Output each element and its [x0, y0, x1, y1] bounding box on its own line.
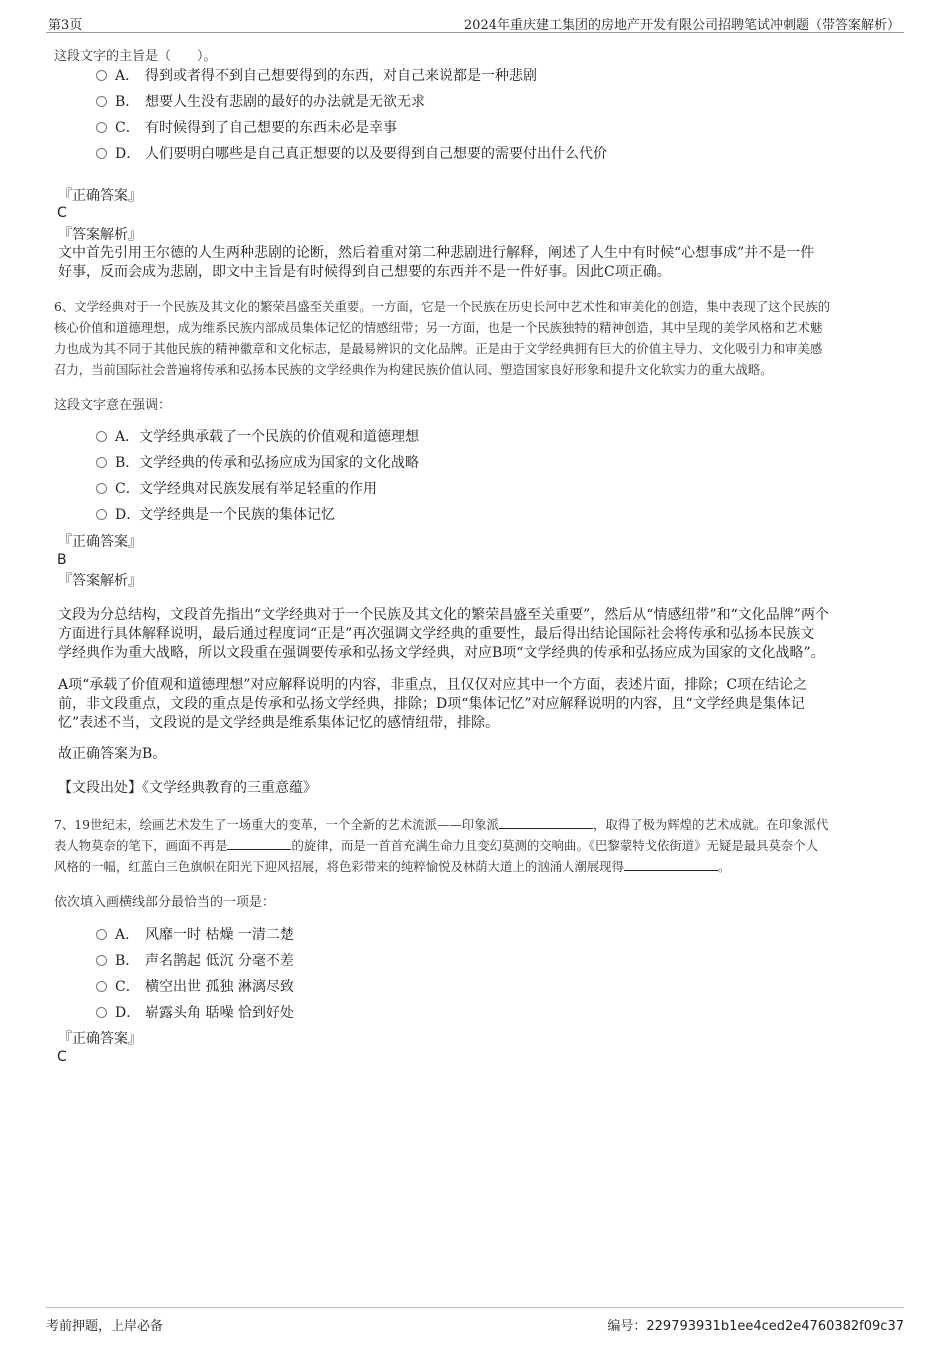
q5-answer: C — [57, 205, 67, 221]
radio-icon[interactable] — [96, 148, 107, 159]
q7-option-d[interactable]: D． 崭露头角 聒噪 恰到好处 — [96, 1003, 294, 1023]
radio-icon[interactable] — [96, 483, 107, 494]
q6-option-a[interactable]: A．文学经典承载了一个民族的价值观和道德理想 — [96, 427, 419, 447]
q5-answer-label: 『正确答案』 — [58, 188, 142, 204]
radio-icon[interactable] — [96, 122, 107, 133]
page-header — [46, 12, 904, 33]
q7-passage: 7、19世纪末，绘画艺术发生了一场重大的变革，一个全新的艺术流派——印象派 ，取得了极为辉煌的艺术成就。在印象派代 表人物莫奈的笔下，画面不再是 的旋律，而是一首首充满生命力且变幻莫测的交响曲。《巴黎蒙特戈依街道》无疑是最具莫奈个人 风格的一幅，红蓝白三色旗帜在阳光下迎风招展，将色彩带来的纯粹愉悦及林荫大道上的汹涌人潮展现得 。 — [54, 817, 829, 874]
fill-blank-2 — [227, 837, 291, 850]
page-number: 第3页 — [48, 18, 83, 33]
q6-prompt: 这段文字意在强调： — [54, 398, 172, 413]
radio-icon[interactable] — [96, 431, 107, 442]
q6-source: 【文段出处】《文学经典教育的三重意蕴》 — [58, 780, 317, 796]
q6-answer: B — [57, 552, 67, 568]
radio-icon[interactable] — [96, 70, 107, 81]
radio-icon[interactable] — [96, 457, 107, 468]
q6-option-d[interactable]: D．文学经典是一个民族的集体记忆 — [96, 505, 335, 525]
q7-option-a[interactable]: A． 风靡一时 枯燥 一清二楚 — [96, 925, 294, 945]
q7-answer-label: 『正确答案』 — [58, 1031, 142, 1047]
radio-icon[interactable] — [96, 929, 107, 940]
q5-prompt: 这段文字的主旨是（ ）。 — [54, 49, 217, 64]
q6-analysis-label: 『答案解析』 — [58, 573, 142, 589]
footer-slogan: 考前押题，上岸必备 — [46, 1319, 164, 1334]
fill-blank-1 — [499, 816, 593, 829]
q7-answer: C — [57, 1049, 67, 1065]
document-code: 编号：229793931b1ee4ced2e4760382f09c37 — [607, 1319, 904, 1334]
q6-analysis-paragraph-2: A项“承载了价值观和道德理想”对应解释说明的内容，非重点，且仅仅对应其中一个方面，表述片面，排除；C项在结论之 前，非文段重点，文段的重点是传承和弘扬文学经典，排除；D项“集体记忆”对应解释说明的内容，且“文学经典是集体记 忆”表述不当，文段说的是文学经典是维系集体记忆的感情纽带，排除。 — [58, 677, 808, 731]
radio-icon[interactable] — [96, 96, 107, 107]
radio-icon[interactable] — [96, 981, 107, 992]
radio-icon[interactable] — [96, 955, 107, 966]
q7-prompt: 依次填入画横线部分最恰当的一项是： — [54, 895, 276, 910]
fill-blank-3 — [624, 858, 718, 871]
q7-option-c[interactable]: C． 横空出世 孤独 淋漓尽致 — [96, 977, 294, 997]
q5-analysis-label: 『答案解析』 — [58, 227, 142, 243]
page-footer — [46, 1307, 904, 1336]
q7-option-b[interactable]: B． 声名鹊起 低沉 分毫不差 — [96, 951, 294, 971]
radio-icon[interactable] — [96, 509, 107, 520]
q5-option-c[interactable]: C． 有时候得到了自己想要的东西未必是幸事 — [96, 118, 397, 138]
q5-analysis: 文中首先引用王尔德的人生两种悲剧的论断，然后着重对第二种悲剧进行解释，阐述了人生中有时候“心想事成”并不是一件 好事，反而会成为悲剧，即文中主旨是有时候得到自己想要的东西并不是一件好事。因此C项正确。 — [58, 245, 815, 280]
q5-option-b[interactable]: B． 想要人生没有悲剧的最好的办法就是无欲无求 — [96, 92, 425, 112]
q6-option-c[interactable]: C．文学经典对民族发展有举足轻重的作用 — [96, 479, 377, 499]
q5-option-d[interactable]: D． 人们要明白哪些是自己真正想要的以及要得到自己想要的需要付出什么代价 — [96, 144, 607, 164]
q6-passage: 6、文学经典对于一个民族及其文化的繁荣昌盛至关重要。一方面，它是一个民族在历史长河中艺术性和审美化的创造，集中表现了这个民族的 核心价值和道德理想，成为维系民族内部成员集体记忆的情感纽带；另一方面，也是一个民族独特的精神创造，其中呈现的美学风格和艺术魅 力也成为其不同于其他民族的精神徽章和文化标志，是最易辨识的文化品牌。正是由于文学经典拥有巨大的价值主导力、文化吸引力和审美感 召力，当前国际社会普遍将传承和弘扬本民族的文学经典作为构建民族价值认同、塑造国家良好形象和提升文化软实力的重大战略。 — [54, 299, 831, 377]
q6-analysis-paragraph-1: 文段为分总结构，文段首先指出“文学经典对于一个民族及其文化的繁荣昌盛至关重要”，然后从“情感纽带”和“文化品牌”两个 方面进行具体解释说明，最后通过程度词“正是”再次强调文学经典的重要性，最后得出结论国际社会将传承和弘扬本民族文 学经典作为重大战略，所以文段重在强调要传承和弘扬文学经典，对应B项“文学经典的传承和弘扬应成为国家的文化战略”。 — [58, 607, 829, 661]
q6-option-b[interactable]: B．文学经典的传承和弘扬应成为国家的文化战略 — [96, 453, 419, 473]
document-title: 2024年重庆建工集团的房地产开发有限公司招聘笔试冲刺题（带答案解析） — [463, 18, 900, 33]
q6-conclusion: 故正确答案为B。 — [58, 746, 167, 762]
q5-option-a[interactable]: A． 得到或者得不到自己想要得到的东西，对自己来说都是一种悲剧 — [96, 66, 537, 86]
q6-answer-label: 『正确答案』 — [58, 534, 142, 550]
radio-icon[interactable] — [96, 1007, 107, 1018]
